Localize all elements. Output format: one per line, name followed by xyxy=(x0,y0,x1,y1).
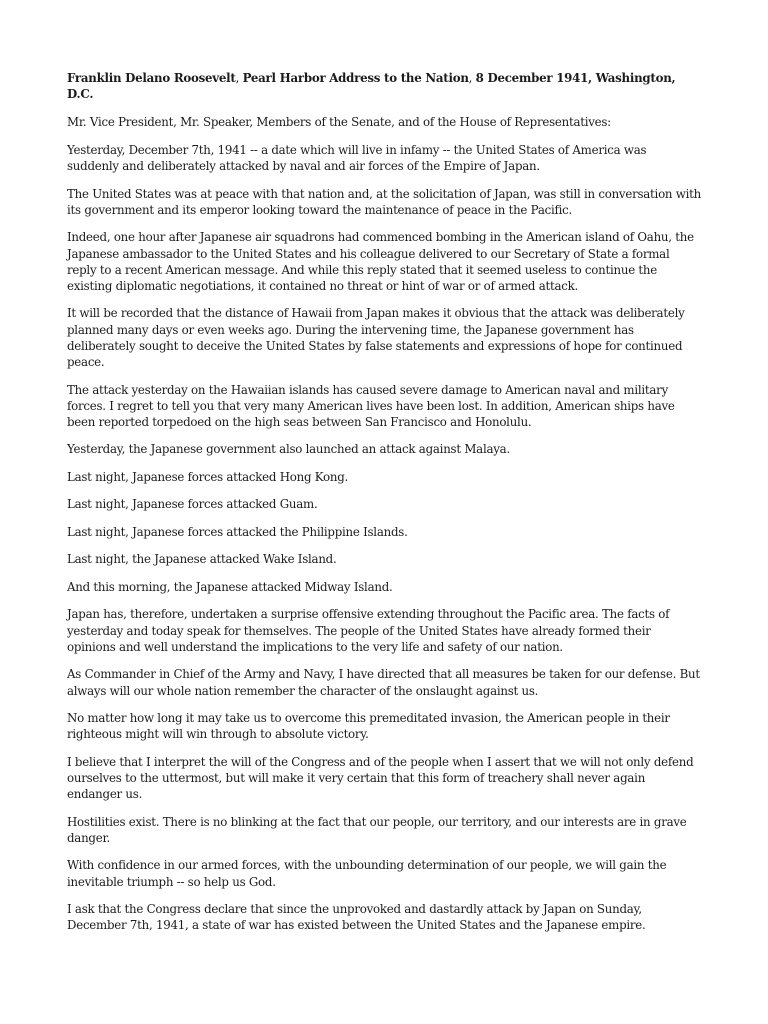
closing-paragraph: I ask that the Congress declare that since the unprovoked and dastardly attack by Japan on Sunday, December 7th, 1941, a state of war has existed between the United States and the Japanese empire. xyxy=(67,902,646,933)
document-heading xyxy=(67,70,701,102)
document-body xyxy=(67,70,701,945)
speech-paragraph: The attack yesterday on the Hawaiian islands has caused severe damage to American naval and military forces. I regret to tell you that very many American lives have been lost. In addition, American ships have been reported torpedoed on the high seas between San Francisco and Honolulu. xyxy=(67,382,675,429)
address-title: Pearl Harbor Address to the Nation xyxy=(242,71,469,85)
speech-paragraph: The United States was at peace with that nation and, at the solicitation of Japan, was still in conversation with its government and its emperor looking toward the maintenance of peace in the Pacific. xyxy=(67,186,701,217)
speech-paragraph: Yesterday, December 7th, 1941 -- a date which will live in infamy -- the United States of America was suddenly and deliberately attacked by naval and air forces of the Empire of Japan. xyxy=(67,142,647,174)
speaker-name: Franklin Delano Roosevelt xyxy=(67,71,236,85)
speech-paragraph: Japan has, therefore, undertaken a surprise offensive extending throughout the Pacific area. The facts of yesterday and today speak for themselves. The people of the United States have already formed their opinions and well understand the implications to the very life and safety of our nation. xyxy=(67,607,670,654)
heading-separator: , xyxy=(468,71,476,85)
speech-paragraph: Hostilities exist. There is no blinking at the fact that our people, our territory, and our interests are in grave danger. xyxy=(67,814,687,845)
speech-paragraph: Yesterday, the Japanese government also launched an attack against Malaya. xyxy=(67,442,510,457)
speech-paragraph: No matter how long it may take us to overcome this premeditated invasion, the American people in their righteous might will win through to absolute victory. xyxy=(67,711,670,742)
speech-paragraph: I believe that I interpret the will of the Congress and of the people when I assert that we will not only defend ourselves to the uttermost, but will make it very certain that this form of treachery shall never again endanger us. xyxy=(67,754,694,802)
speech-paragraph: Indeed, one hour after Japanese air squadrons had commenced bombing in the American island of Oahu, the Japanese ambassador to the United States and his colleague delivered to our Secretary of State a formal reply to a recent American message. And while this reply stated that it seemed useless to continue the existing diplomatic negotiations, it contained no threat or hint of war or of armed attack. xyxy=(67,230,694,293)
speech-paragraph: As Commander in Chief of the Army and Navy, I have directed that all measures be taken for our defense. But always will our whole nation remember the character of the onslaught against us. xyxy=(67,667,700,698)
salutation-paragraph: Mr. Vice President, Mr. Speaker, Members of the Senate, and of the House of Representatives: xyxy=(67,115,611,130)
speech-paragraph: Last night, Japanese forces attacked Guam. xyxy=(67,497,318,512)
speech-paragraph: With confidence in our armed forces, with the unbounding determination of our people, we will gain the inevitable triumph -- so help us God. xyxy=(67,858,667,889)
date-and-place: 8 December 1941, Washington, D.C. xyxy=(67,71,676,102)
speech-paragraph: Last night, Japanese forces attacked Hong Kong. xyxy=(67,469,349,484)
speech-paragraph: It will be recorded that the distance of Hawaii from Japan makes it obvious that the attack was deliberately planned many days or even weeks ago. During the intervening time, the Japanese government has deliberately sought to deceive the United States by false statements and expressions of hope for continued peace. xyxy=(67,306,685,370)
speech-paragraph: Last night, Japanese forces attacked the Philippine Islands. xyxy=(67,524,408,539)
heading-separator: , xyxy=(235,71,243,85)
speech-paragraph: And this morning, the Japanese attacked Midway Island. xyxy=(67,579,393,594)
speech-paragraph: Last night, the Japanese attacked Wake Island. xyxy=(67,552,337,567)
